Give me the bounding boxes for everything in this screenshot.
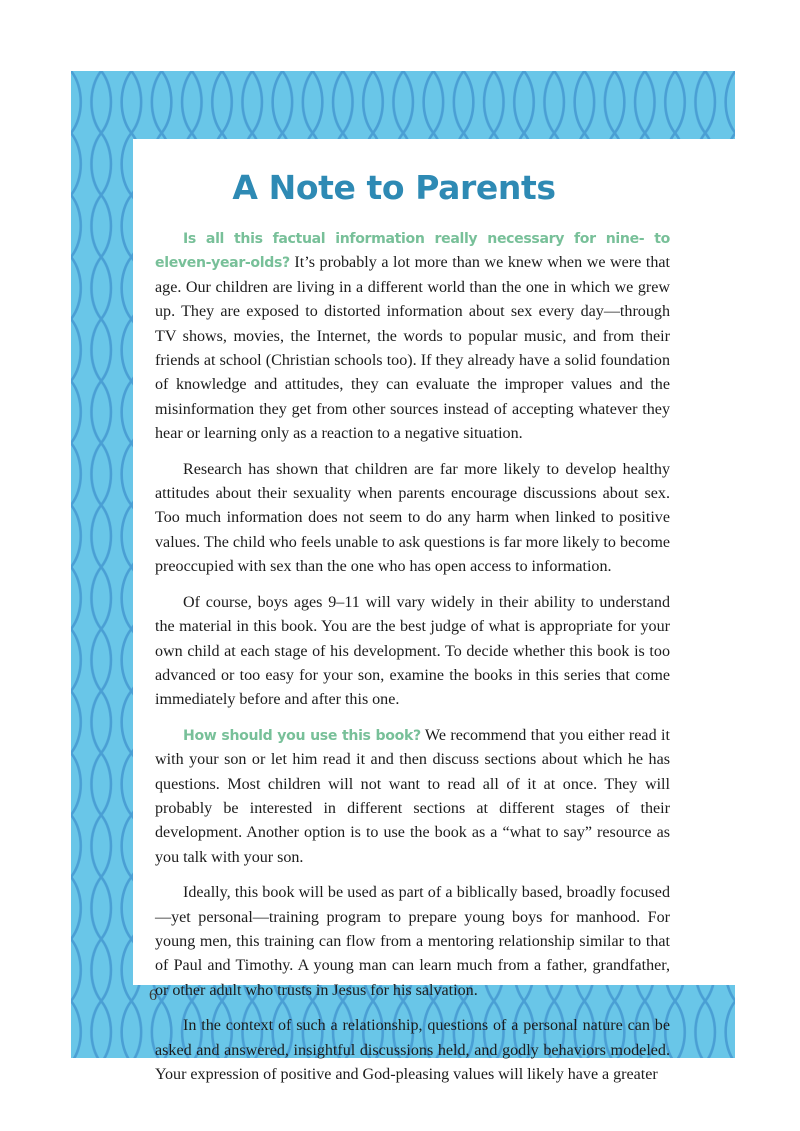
- paragraph-2: [155, 458, 670, 580]
- body-text-column: [155, 227, 670, 1087]
- content-card: [133, 139, 800, 1083]
- paragraph-5-text: Ideally, this book will be used as part of a biblically based, broadly focused—yet personal—training program to prepare young boys for manhood. For young men, this training can flow from a mentoring relationship similar to that of Paul and Timothy. A young man can learn much from a father, grandfather, or other adult who trusts in Jesus for his salvation.: [155, 884, 670, 999]
- page-title: A Note to Parents: [232, 168, 556, 207]
- paragraph-6-text: In the context of such a relationship, questions of a personal nature can be asked and answered, insightful discussions held, and godly behaviors modeled. Your expression of positive and God-pleasing values will likely have a greater: [155, 1017, 670, 1083]
- paragraph-5: [155, 881, 670, 1003]
- paragraph-2-text: Research has shown that children are far more likely to develop healthy attitudes about their sexuality when parents encourage discussions about sex. Too much information does not seem to do any harm when linked to positive values. The child who feels unable to ask questions is far more likely to become preoccupied with sex than the one who has open access to information.: [155, 460, 670, 576]
- paragraph-1-lead-in: Is all this factual information really necessary for nine- to eleven-year-olds?: [155, 231, 670, 272]
- paragraph-4: [155, 724, 670, 870]
- paragraph-3-text: Of course, boys ages 9–11 will vary widely in their ability to understand the material in this book. You are the best judge of what is appropriate for your own child at each stage of his development. To decide whether this book is too advanced or too easy for your son, examine the books in this series that come immediately before and after this one.: [155, 593, 670, 709]
- paragraph-6: [155, 1014, 670, 1087]
- paragraph-3: [155, 591, 670, 713]
- paragraph-1: [155, 227, 670, 447]
- paragraph-1-text: It’s probably a lot more than we knew when we were that age. Our children are living in a different world than the one in which we grew up. They are exposed to distorted information about sex every day—through TV shows, movies, the Internet, the words to popular music, and from their friends at school (Christian schools too). If they already have a solid foundation of knowledge and attitudes, they can evaluate the improper values and the misinformation they get from other sources instead of accepting whatever they hear or learning only as a reaction to a negative situation.: [155, 254, 670, 443]
- page-number: 6: [149, 987, 157, 1004]
- paragraph-4-lead-in: How should you use this book?: [183, 727, 421, 744]
- paragraph-4-text: We recommend that you either read it with your son or let him read it and then discuss sections about which he has questions. Most children will not want to read all of it at once. They will probably be interested in different sections at different stages of their development. Another option is to use the book as a “what to say” resource as you talk with your son.: [155, 726, 670, 866]
